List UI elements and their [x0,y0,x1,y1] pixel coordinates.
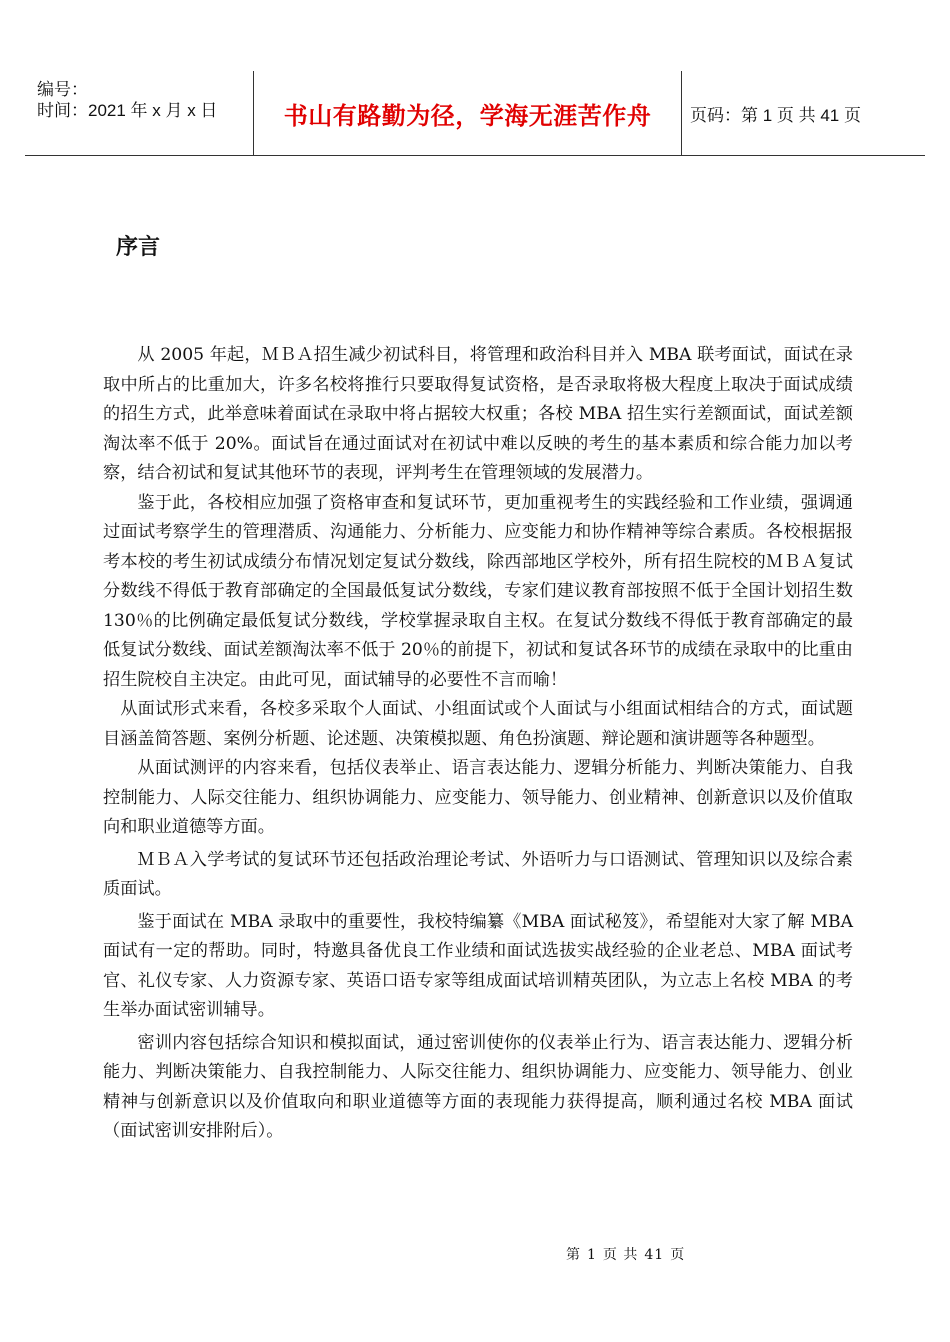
header-page-info [680,71,925,155]
page-info-text: 页码：第 1 页 共 41 页 [690,105,861,125]
footer-page-number: 1 [587,1247,597,1263]
motto-text: 书山有路勤为径，学海无涯苦作舟 [283,100,652,130]
document-time-label: 时间：2021 年 x 月 x 日 [37,101,218,120]
footer-suffix: 页 [670,1247,686,1263]
footer-mid: 页 共 [602,1247,639,1263]
paragraph-1: 从 2005 年起，ＭＢＡ招生减少初试科目，将管理和政治科目并入 MBA 联考面试，面试在录取中所占的比重加大，许多名校将推行只要取得复试资格，是否录取将极大程度上取决于面试成绩的招生方式，此举意味着面试在录取中将占据较大权重；各校 MBA 招生实行差额面试，面试差额淘汰率不低于 20%。面试旨在通过面试对在初试中难以反映的考生的基本素质和综合能力加以考察，结合初试和复试其他环节的表现，评判考生在管理领域的发展潜力。 [103,345,853,483]
paragraph-4: 从面试测评的内容来看，包括仪表举止、语言表达能力、逻辑分析能力、判断决策能力、自我控制能力、人际交往能力、组织协调能力、应变能力、领导能力、创业精神、创新意识以及价值取向和职业道德等方面。 [103,758,853,837]
section-title: 序言 [116,235,161,260]
paragraph-3: 从面试形式来看，各校多采取个人面试、小组面试或个人面试与小组面试相结合的方式，面试题目涵盖简答题、案例分析题、论述题、决策模拟题、角色扮演题、辩论题和演讲题等各种题型。 [103,699,853,749]
page-header [25,71,925,156]
paragraph-5: ＭＢＡ入学考试的复试环节还包括政治理论考试、外语听力与口语测试、管理知识以及综合素质面试。 [103,849,853,899]
document-number-label: 编号： [37,80,88,99]
header-motto-cell [253,71,682,155]
paragraph-6: 鉴于面试在 MBA 录取中的重要性，我校特编纂《MBA 面试秘笈》，希望能对大家了解 MBA 面试有一定的帮助。同时，特邀具备优良工作业绩和面试选拔实战经验的企业老总、MBA 面试考官、礼仪专家、人力资源专家、英语口语专家等组成面试培训精英团队，为立志上名校 MBA 的考生举办面试密训辅导。 [103,911,853,1020]
paragraph-7: 密训内容包括综合知识和模拟面试，通过密训使你的仪表举止行为、语言表达能力、逻辑分析能力、判断决策能力、自我控制能力、人际交往能力、组织协调能力、应变能力、领导能力、创业精神与创新意识以及价值取向和职业道德等方面的表现能力获得提高，顺利通过名校 MBA 面试（面试密训安排附后）。 [103,1032,853,1141]
header-meta [25,71,253,155]
page-footer [566,1244,691,1264]
paragraph-2: 鉴于此，各校相应加强了资格审查和复试环节，更加重视考生的实践经验和工作业绩，强调通过面试考察学生的管理潜质、沟通能力、分析能力、应变能力和协作精神等综合素质。各校根据报考本校的考生初试成绩分布情况划定复试分数线，除西部地区学校外，所有招生院校的ＭＢＡ复试分数线不得低于教育部确定的全国最低复试分数线，专家们建议教育部按照不低于全国计划招生数 130％的比例确定最低复试分数线，学校掌握录取自主权。在复试分数线不得低于教育部确定的最低复试分数线、面试差额淘汰率不低于 20％的前提下，初试和复试各环节的成绩在录取中的比重由招生院校自主决定。由此可见，面试辅导的必要性不言而喻！ [103,492,853,690]
document-body [103,341,853,1147]
footer-total-pages: 41 [644,1247,665,1263]
footer-prefix: 第 [566,1247,581,1263]
